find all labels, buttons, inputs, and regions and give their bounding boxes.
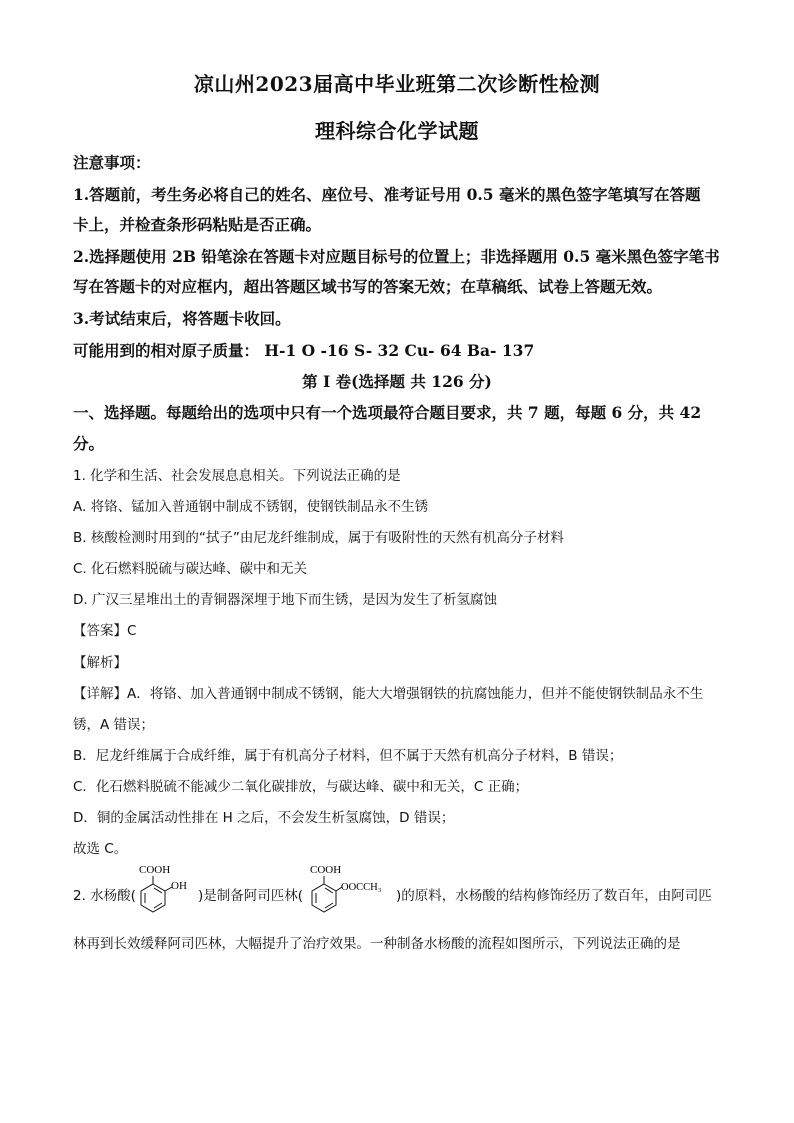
question-1-answer: 【答案】C [73, 623, 137, 639]
volume-title: 第 I 卷(选择题 共 126 分) [302, 372, 492, 391]
salicylic-acid-cooh-label: COOH [139, 864, 171, 876]
exam-subtitle: 理科综合化学试题 [315, 119, 479, 143]
question-1-analysis-heading: 【解析】 [73, 655, 127, 671]
note-item-2-line-2: 写在答题卡的对应框内，超出答题区域书写的答案无效；在草稿纸、试卷上答题无效。 [73, 277, 663, 296]
part-heading-line-1: 一、选择题。每题给出的选项中只有一个选项最符合题目要求，共 7 题，每题 6 分，共 42 [73, 403, 702, 422]
note-item-1-line-1: 1.答题前，考生务必将自己的姓名、座位号、准考证号用 0.5 毫米的黑色签字笔填写在答题 [73, 185, 701, 204]
question-1-detail-d: D．铜的金属活动性排在 H 之后，不会发生析氢腐蚀，D 错误； [73, 810, 455, 826]
question-1-stem: 1. 化学和生活、社会发展息息相关。下列说法正确的是 [73, 468, 401, 484]
question-1-detail-line-2: 锈，A 错误； [73, 717, 155, 733]
question-1-option-d: D. 广汉三星堆出土的青铜器深埋于地下而生锈，是因为发生了析氢腐蚀 [73, 592, 497, 608]
question-1-detail-c: C．化石燃料脱硫不能减少二氧化碳排放，与碳达峰、碳中和无关，C 正确； [73, 779, 529, 795]
question-1-detail-line-1: 【详解】A．将铬、加入普通钢中制成不锈钢，能大大增强钢铁的抗腐蚀能力，但并不能使钢铁制品永不生 [73, 686, 704, 702]
note-item-1-line-2: 卡上，并检查条形码粘贴是否正确。 [73, 215, 322, 234]
question-1-option-a: A. 将铬、锰加入普通钢中制成不锈钢，使钢铁制品永不生锈 [73, 499, 429, 515]
question-2-stem-part-1: 2. 水杨酸( [73, 888, 136, 904]
part-heading-line-2: 分。 [73, 434, 105, 453]
question-1-option-b: B. 核酸检测时用到的“拭子”由尼龙纤维制成，属于有吸附性的天然有机高分子材料 [73, 530, 564, 546]
question-2-stem-line-2: 林再到长效缓释阿司匹林，大幅提升了治疗效果。一种制备水杨酸的流程如图所示，下列说法正确的是 [73, 936, 681, 952]
aspirin-structure [302, 862, 402, 922]
atomic-masses: 可能用到的相对原子质量： H-1 O -16 S- 32 Cu- 64 Ba- 137 [73, 341, 535, 360]
salicylic-acid-structure [131, 862, 201, 922]
question-1-option-c: C. 化石燃料脱硫与碳达峰、碳中和无关 [73, 561, 308, 577]
question-1-conclusion: 故选 C。 [73, 841, 128, 857]
note-item-3: 3.考试结束后，将答题卡收回。 [73, 309, 291, 328]
question-2-stem-part-3: )的原料，水杨酸的结构修饰经历了数百年，由阿司匹 [396, 888, 712, 904]
note-item-2-line-1: 2.选择题使用 2B 铅笔涂在答题卡对应题目标号的位置上；非选择题用 0.5 毫米黑色签字笔书 [73, 247, 720, 266]
question-1-detail-b: B．尼龙纤维属于合成纤维，属于有机高分子材料，但不属于天然有机高分子材料，B 错误； [73, 748, 623, 764]
question-2-stem-part-2: )是制备阿司匹林( [198, 888, 304, 904]
salicylic-acid-oh-label: OH [171, 880, 187, 892]
notes-heading: 注意事项： [73, 153, 151, 172]
exam-title: 凉山州2023届高中毕业班第二次诊断性检测 [193, 72, 601, 96]
aspirin-cooh-label: COOH [310, 864, 342, 876]
aspirin-ester-label: OOCCH₃ [341, 882, 382, 893]
